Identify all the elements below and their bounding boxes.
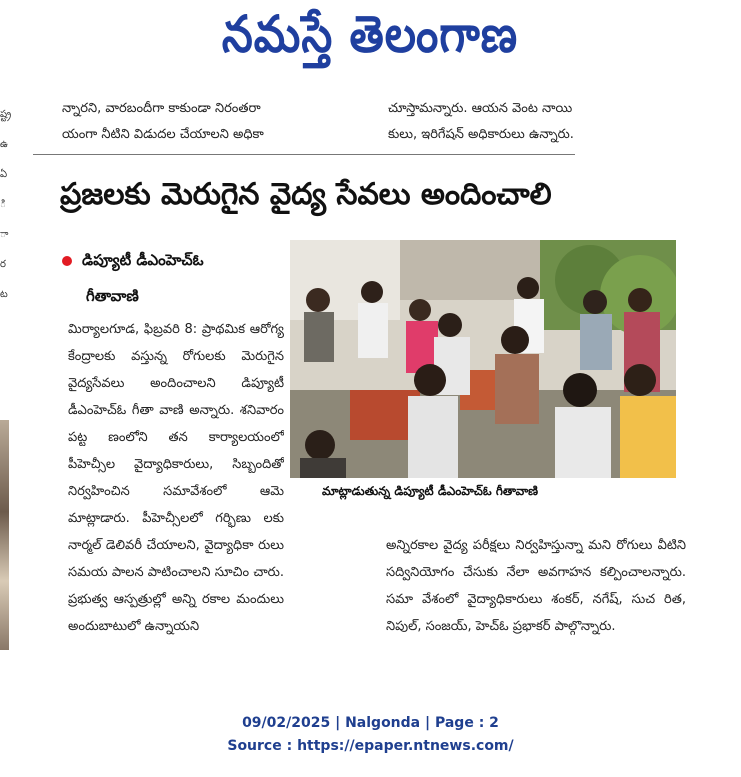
adjacent-photo-fragment [0,420,9,650]
bullet-icon [62,256,72,266]
byline-name: గీతావాణి [86,287,139,305]
byline-title: డిప్యూటీ డీఎంహెచ్ఓ [82,251,204,269]
edition-info: 09/02/2025 | Nalgonda | Page : 2 [242,715,499,731]
article-paragraph: మిర్యాలగూడ, ఫిబ్రవరి 8: ప్రాథమిక ఆరోగ్య కేంద్రాలకు వస్తున్న రోగులకు మెరుగైన వైద్యసేవలు అందించాలని డిప్యూటీ డీఎంహెచ్ఓ గీతా వాణి అన్నారు. శనివారం పట్ట ణంలోని తన కార్యాలయంలో పీహెచ్సీల వైద్యాధికారులు, సిబ్బందితో నిర్వహించిన సమావేశంలో ఆమె మాట్లాడారు. పీహెచ్సీలలో గర్భిణు లకు నార్మల్ డెలివరీ చేయాలని, వైద్యాధికా రులు సమయ పాలన పాటించాలని సూచిం చారు. ప్రభుత్వ ఆస్పత్రుల్లో అన్ని రకాల మందులు అందుబాటులో ఉన్నాయని [68,322,284,634]
text-line: కులు, ఇరిగేషన్ అధికారులు ఉన్నారు. [388,127,574,142]
source-line: Source : https://epaper.ntnews.com/ [227,738,514,754]
article-photo [290,240,676,478]
previous-article-left-column [62,96,362,148]
article-body-left [68,316,284,696]
article-body-right [386,532,686,702]
article-divider [33,154,575,155]
masthead-title: నమస్తే తెలంగాణ [221,5,519,64]
text-line: న్నారని, వారబందీగా కాకుండా నిరంతరా [62,101,261,116]
meeting-photo-image [290,240,676,478]
adjacent-column-fragment: ష్ట్ర ఉ ఏ ి ా ర ట [0,109,12,300]
photo-caption: మాట్లాడుతున్న డిప్యూటీ డీఎంహెచ్ఓ గీతావాణి [322,484,539,498]
newspaper-masthead [170,6,570,76]
text-line: యంగా నీటిని విడుదల చేయాలని అధికా [62,127,264,142]
article-paragraph: అన్నిరకాల వైద్య పరీక్షలు నిర్వహిస్తున్నా మని రోగులు వీటిని సద్వినియోగం చేసుకు నేలా అవగాహన కల్పించాలన్నారు. సమా వేశంలో వైద్యాధికారులు శంకర్, నగేష్, సుచ రిత, నిపుల్, సంజయ్, హెచ్ఓ ప్రభాకర్ పాల్గొన్నారు. [386,538,686,634]
text-line: చూస్తామన్నారు. ఆయన వెంట నాయి [388,101,573,116]
previous-article-right-column [388,96,688,148]
article-headline: ప్రజలకు మెరుగైన వైద్య సేవలు అందించాలి [60,177,552,212]
article-byline [62,242,282,314]
